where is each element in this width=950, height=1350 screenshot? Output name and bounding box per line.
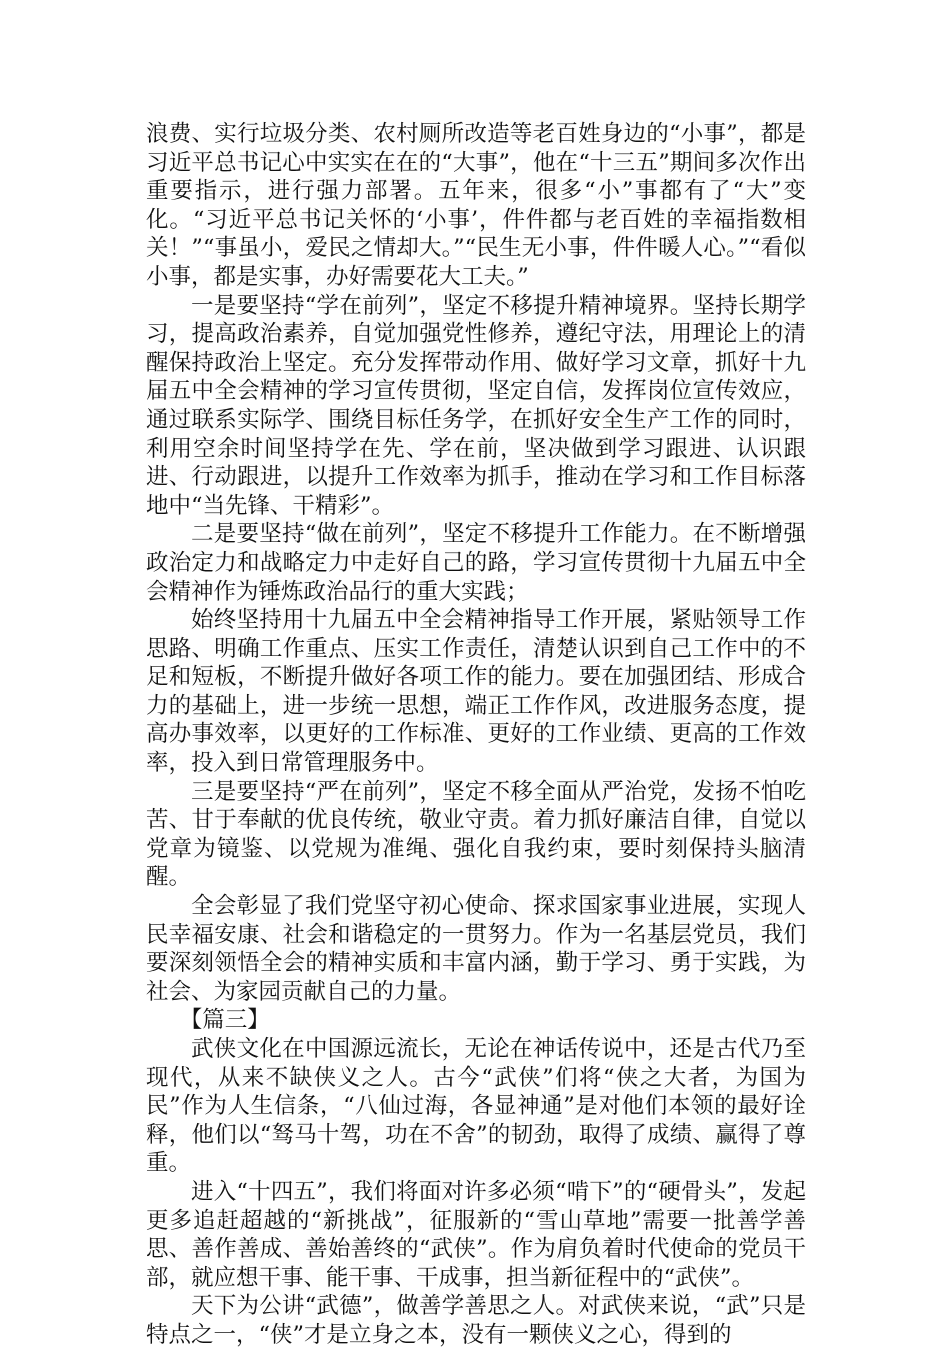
paragraph: 始终坚持用十九届五中全会精神指导工作开展，紧贴领导工作思路、明确工作重点、压实工作责任，清楚认识到自己工作中的不足和短板，不断提升做好各项工作的能力。要在加强团结、形成合力的基础上，进一步统一思想，端正工作作风，改进服务态度，提高办事效率，以更好的工作标准、更好的工作业绩、更高的工作效率，投入到日常管理服务中。	[146, 607, 806, 777]
paragraph: 三是要坚持“严在前列”，坚定不移全面从严治党，发扬不怕吃苦、甘于奉献的优良传统，敬业守责。着力抓好廉洁自律，自觉以党章为镜鉴、以党规为准绳、强化自我约束，要时刻保持头脑清醒。	[146, 778, 806, 891]
document-page	[146, 120, 806, 1350]
paragraph: 二是要坚持“做在前列”，坚定不移提升工作能力。在不断增强政治定力和战略定力中走好自己的路，学习宣传贯彻十九届五中全会精神作为锤炼政治品行的重大实践；	[146, 521, 806, 605]
paragraph: 全会彰显了我们党坚守初心使命、探求国家事业进展，实现人民幸福安康、社会和谐稳定的一贯努力。作为一名基层党员，我们要深刻领悟全会的精神实质和丰富内涵，勤于学习、勇于实践，为社会、为家园贡献自己的力量。	[146, 893, 806, 1005]
paragraph: 武侠文化在中国源远流长，无论在神话传说中，还是古代乃至现代，从来不缺侠义之人。古今“武侠”们将“侠之大者，为国为民”作为人生信条，“八仙过海，各显神通”是对他们本领的最好诠释，他们以“驽马十驾，功在不舍”的韧劲，取得了成绩、赢得了尊重。	[146, 1036, 806, 1177]
paragraph: 天下为公讲“武德”，做善学善思之人。对武侠来说，“武”只是特点之一，“侠”才是立身之本，没有一颗侠义之心，得到的	[146, 1293, 806, 1348]
paragraph: 浪费、实行垃圾分类、农村厕所改造等老百姓身边的“小事”，都是习近平总书记心中实实在在的“大事”，他在“十三五”期间多次作出重要指示，进行强力部署。五年来，很多“小”事都有了“大”变化。“习近平总书记关怀的‘小事’，件件都与老百姓的幸福指数相关！”“事虽小，爱民之情却大。”“民生无小事，件件暖人心。”“看似小事，都是实事，办好需要花大工夫。”	[146, 121, 806, 290]
section-heading: 【篇三】	[179, 1007, 270, 1034]
paragraph: 进入“十四五”，我们将面对许多必须“啃下”的“硬骨头”，发起更多追赶超越的“新挑战”，征服新的“雪山草地”需要一批善学善思、善作善成、善始善终的“武侠”。作为肩负着时代使命的党员干部，就应想干事、能干事、干成事，担当新征程中的“武侠”。	[146, 1178, 806, 1291]
paragraph: 一是要坚持“学在前列”，坚定不移提升精神境界。坚持长期学习，提高政治素养，自觉加强党性修养，遵纪守法，用理论上的清醒保持政治上坚定。充分发挥带动作用、做好学习文章，抓好十九届五中全会精神的学习宣传贯彻，坚定自信，发挥岗位宣传效应，通过联系实际学、围绕目标任务学，在抓好安全生产工作的同时，利用空余时间坚持学在先、学在前，坚决做到学习跟进、认识跟进、行动跟进，以提升工作效率为抓手，推动在学习和工作目标落地中“当先锋、干精彩”。	[146, 292, 806, 519]
